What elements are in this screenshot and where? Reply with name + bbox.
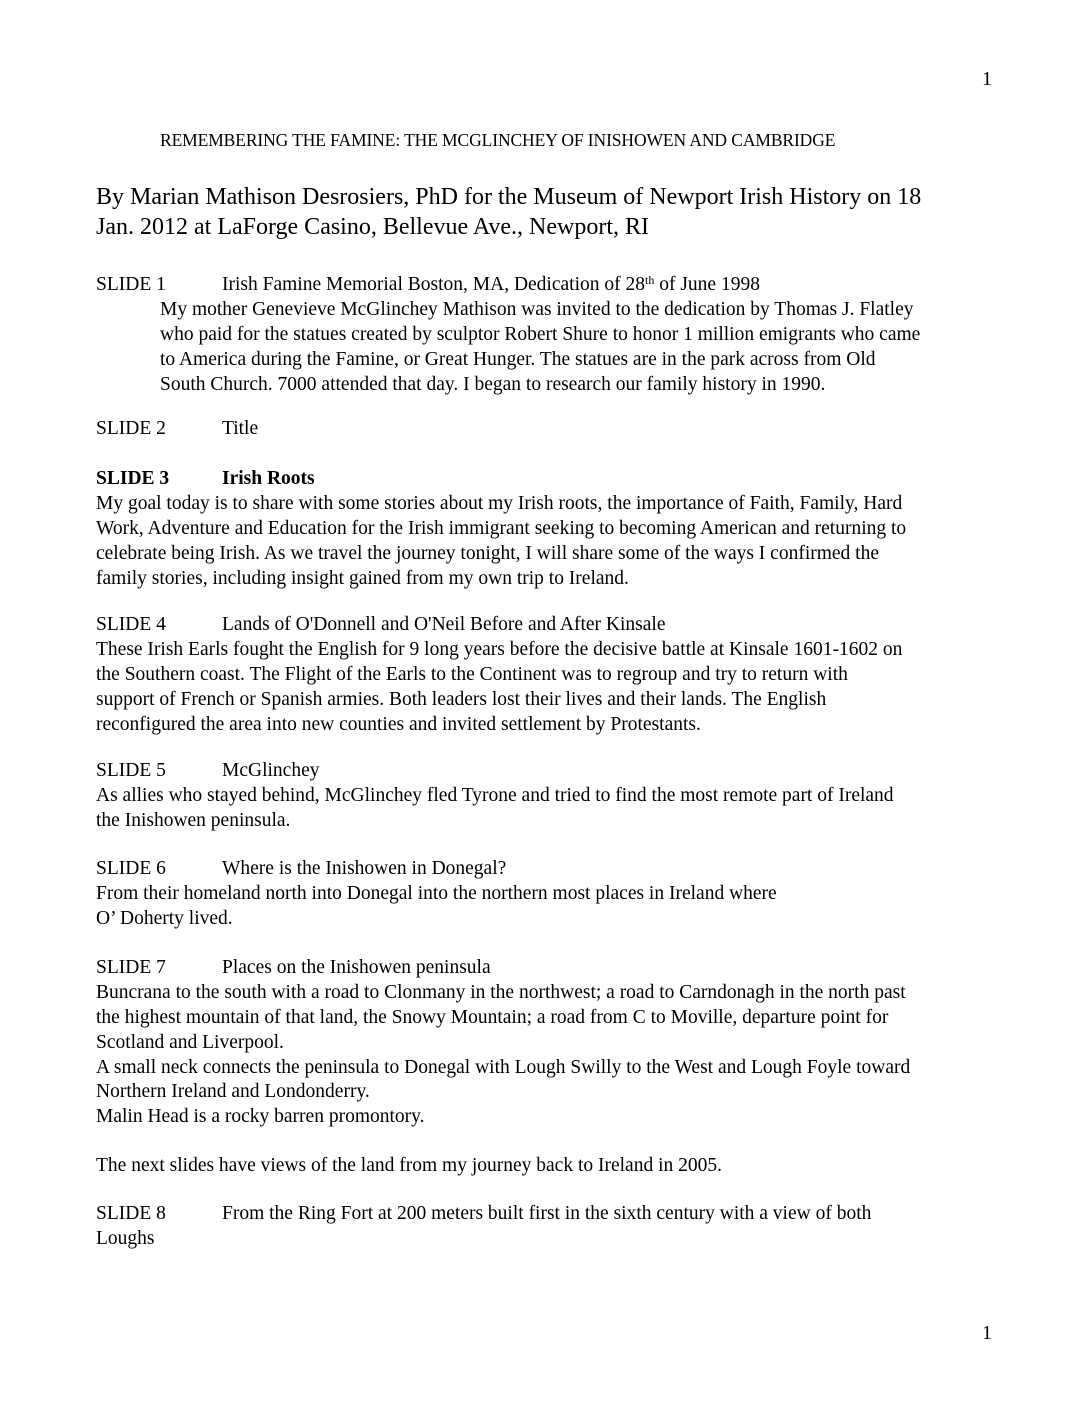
- interlude-text: The next slides have views of the land from my journey back to Ireland in 2005.: [96, 1155, 722, 1176]
- document-title: REMEMBERING THE FAMINE: THE MCGLINCHEY OF INISHOWEN AND CAMBRIDGE: [160, 130, 836, 150]
- page-number-top: 1: [982, 68, 992, 90]
- slide-6-text: From their homeland north into Donegal into the northern most places in Ireland where: [96, 883, 777, 904]
- slide-7-text: Malin Head is a rocky barren promontory.: [96, 1106, 425, 1127]
- slide-6-heading: [96, 856, 506, 881]
- slide-7-heading: [96, 955, 491, 980]
- slide-label: SLIDE 8: [96, 1203, 166, 1224]
- slide-8-heading: [96, 1201, 871, 1226]
- slide-3-text: celebrate being Irish. As we travel the journey tonight, I will share some of the ways I confirmed the: [96, 543, 880, 564]
- page-number-bottom: 1: [982, 1322, 992, 1344]
- slide-label: SLIDE 5: [96, 760, 166, 781]
- slide-4-text: support of French or Spanish armies. Both leaders lost their lives and their lands. The English: [96, 689, 827, 710]
- slide-3-heading: [96, 466, 315, 491]
- slide-heading-text: Title: [222, 418, 259, 439]
- slide-label: SLIDE 4: [96, 614, 166, 635]
- slide-3-text: Work, Adventure and Education for the Irish immigrant seeking to becoming American and returning to: [96, 518, 907, 539]
- slide-heading-text: McGlinchey: [222, 760, 320, 781]
- slide-3-text: My goal today is to share with some stories about my Irish roots, the importance of Faith, Family, Hard: [96, 493, 903, 514]
- slide-2-heading: [96, 416, 258, 441]
- slide-1-text: My mother Genevieve McGlinchey Mathison was invited to the dedication by Thomas J. Flatley: [160, 299, 914, 320]
- slide-4-heading: [96, 612, 665, 637]
- slide-7-text: the highest mountain of that land, the Snowy Mountain; a road from C to Moville, departure point for: [96, 1007, 889, 1028]
- slide-label: SLIDE 7: [96, 957, 166, 978]
- slide-1-heading: [96, 272, 760, 297]
- slide-label: SLIDE 2: [96, 418, 166, 439]
- slide-4-text: These Irish Earls fought the English for 9 long years before the decisive battle at Kinsale 1601-1602 on: [96, 639, 903, 660]
- slide-heading-text-end: of June 1998: [654, 274, 760, 295]
- slide-heading-text: Lands of O'Donnell and O'Neil Before and After Kinsale: [222, 614, 666, 635]
- slide-5-heading: [96, 758, 319, 783]
- slide-heading-text: Irish Roots: [222, 468, 315, 489]
- slide-7-text: Northern Ireland and Londonderry.: [96, 1081, 370, 1102]
- slide-1-text: who paid for the statues created by sculptor Robert Shure to honor 1 million emigrants who came: [160, 324, 921, 345]
- slide-3-text: family stories, including insight gained from my own trip to Ireland.: [96, 568, 629, 589]
- slide-4-text: the Southern coast. The Flight of the Earls to the Continent was to regroup and try to return with: [96, 664, 848, 685]
- slide-7-text: A small neck connects the peninsula to Donegal with Lough Swilly to the West and Lough Foyle toward: [96, 1057, 911, 1078]
- superscript: th: [644, 273, 655, 287]
- slide-label: SLIDE 1: [96, 274, 166, 295]
- byline-line-1: By Marian Mathison Desrosiers, PhD for the Museum of Newport Irish History on 18: [96, 184, 922, 210]
- slide-6-text: O’ Doherty lived.: [96, 908, 233, 929]
- slide-label: SLIDE 3: [96, 468, 170, 489]
- slide-1-text: to America during the Famine, or Great Hunger. The statues are in the park across from Old: [160, 349, 876, 370]
- slide-7-text: Buncrana to the south with a road to Clonmany in the northwest; a road to Carndonagh in the north past: [96, 982, 906, 1003]
- slide-heading-text: Places on the Inishowen peninsula: [222, 957, 491, 978]
- slide-7-text: Scotland and Liverpool.: [96, 1032, 284, 1053]
- slide-5-text: As allies who stayed behind, McGlinchey fled Tyrone and tried to find the most remote part of Ireland: [96, 785, 894, 806]
- slide-8-text: Loughs: [96, 1228, 155, 1249]
- slide-label: SLIDE 6: [96, 858, 166, 879]
- slide-heading-text: Irish Famine Memorial Boston, MA, Dedication of 28: [222, 274, 645, 295]
- slide-heading-text: From the Ring Fort at 200 meters built first in the sixth century with a view of both: [222, 1203, 872, 1224]
- slide-1-text: South Church. 7000 attended that day. I began to research our family history in 1990.: [160, 374, 826, 395]
- slide-heading-text: Where is the Inishowen in Donegal?: [222, 858, 507, 879]
- slide-5-text: the Inishowen peninsula.: [96, 810, 291, 831]
- byline-line-2: Jan. 2012 at LaForge Casino, Bellevue Ave., Newport, RI: [96, 214, 650, 240]
- slide-4-text: reconfigured the area into new counties and invited settlement by Protestants.: [96, 714, 701, 735]
